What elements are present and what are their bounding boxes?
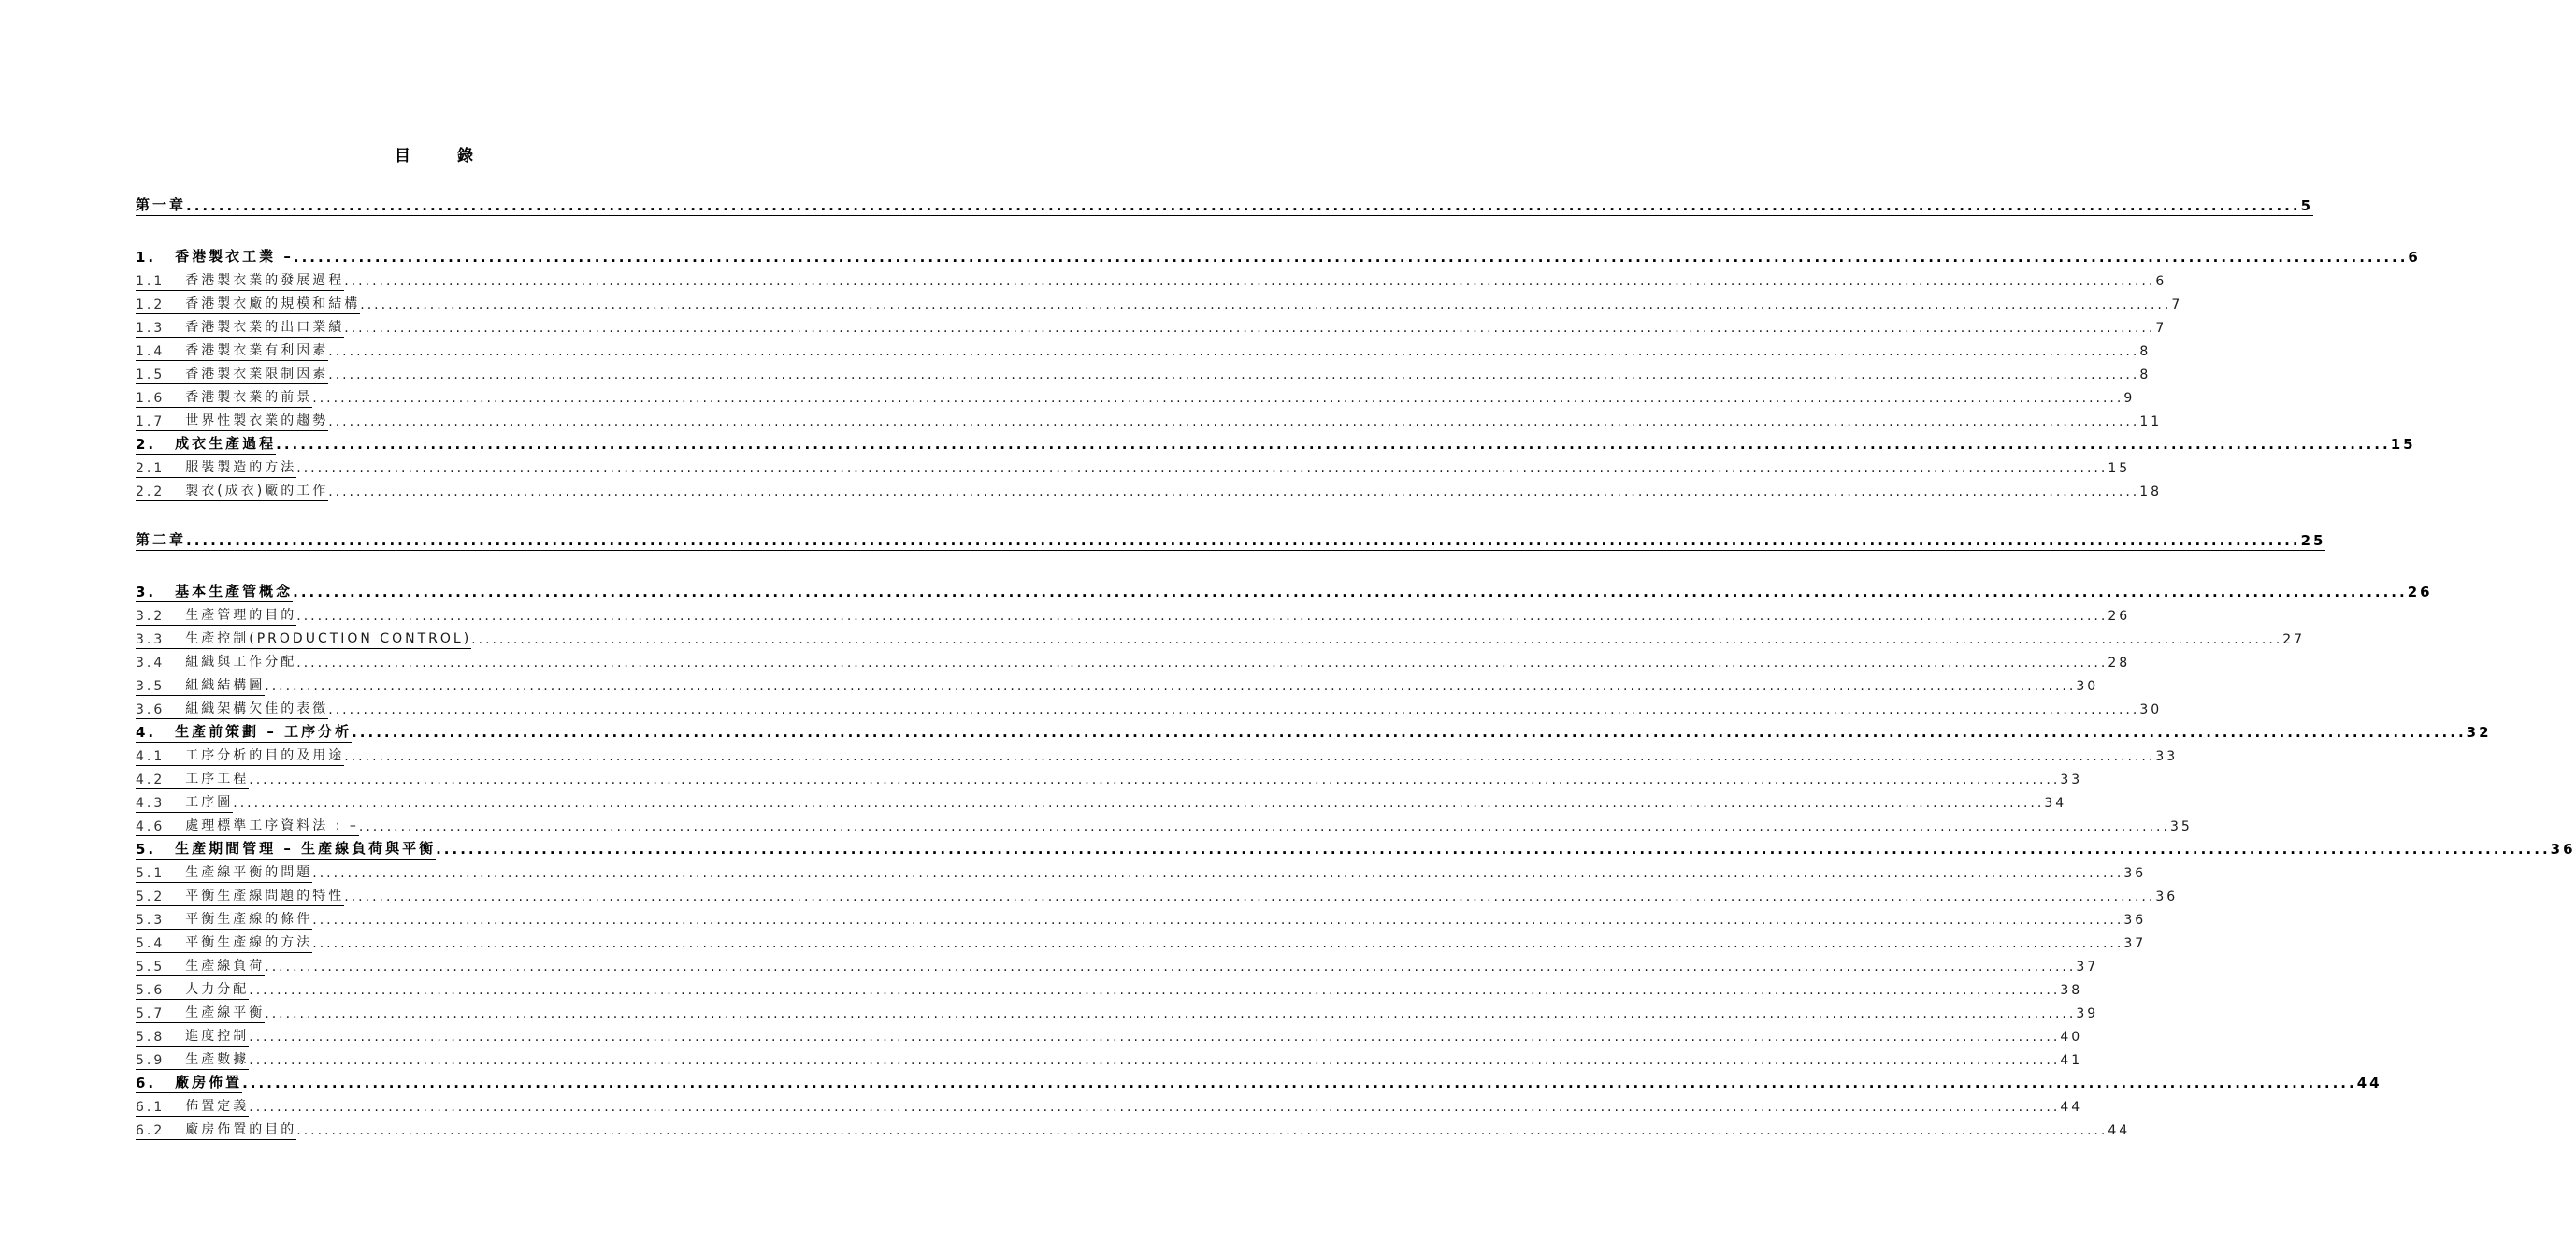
toc-entry-link[interactable] xyxy=(136,792,233,813)
toc-section-entry[interactable] xyxy=(136,1071,2382,1093)
toc-entry-title: 香港製衣廠的規模和結構 xyxy=(185,296,361,311)
toc-entry-link[interactable] xyxy=(136,979,249,1000)
toc-page-number: 41 xyxy=(2060,1053,2083,1068)
dot-leader: .................................................................................................................................................................................................................................................................... xyxy=(249,983,2061,998)
toc-subsection-entry[interactable] xyxy=(136,931,2147,953)
toc-entry-link[interactable] xyxy=(136,721,352,743)
toc-entry-number: 5.2 xyxy=(136,889,165,904)
toc-entry-title: 平衡生產線的條件 xyxy=(185,912,313,927)
toc-entry-link[interactable] xyxy=(136,195,186,216)
toc-entry-number: 5.5 xyxy=(136,960,165,975)
dot-leader: .................................................................................................................................................................................................................................................................... xyxy=(328,702,2140,717)
dot-leader: .................................................................................................................................................................................................................................................................... xyxy=(293,584,2408,600)
toc-entry-title: 香港製衣業的前景 xyxy=(185,390,313,405)
toc-page-number: 34 xyxy=(2044,796,2067,811)
toc-entry-link[interactable] xyxy=(136,932,312,953)
dot-leader: .................................................................................................................................................................................................................................................................... xyxy=(296,656,2108,671)
toc-entry-link[interactable] xyxy=(136,529,186,551)
dot-leader: .................................................................................................................................................................................................................................................................... xyxy=(328,484,2140,499)
toc-entry-title: 世界性製衣業的趨勢 xyxy=(185,413,329,428)
toc-subsection-entry[interactable] xyxy=(136,292,2183,314)
toc-entry-number: 2.2 xyxy=(136,484,165,499)
toc-entry-number: 1. xyxy=(136,249,157,266)
toc-subsection-entry[interactable] xyxy=(136,268,2167,291)
toc-entry-link[interactable] xyxy=(136,246,294,267)
toc-entry-title: 生產前策劃 – 工序分析 xyxy=(175,723,353,740)
dot-leader: .................................................................................................................................................................................................................................................................... xyxy=(344,749,2156,764)
toc-page-number: 37 xyxy=(2123,936,2147,951)
toc-entry-title: 成衣生產過程 xyxy=(175,435,277,452)
toc-entry-title: 香港製衣業的發展過程 xyxy=(185,273,345,288)
toc-subsection-entry[interactable] xyxy=(136,627,2306,649)
dot-leader: .................................................................................................................................................................................................................................................................... xyxy=(344,321,2156,336)
toc-entry-number: 5.6 xyxy=(136,983,165,998)
toc-entry-number: 3.6 xyxy=(136,702,165,717)
dot-leader: .................................................................................................................................................................................................................................................................... xyxy=(344,274,2156,289)
toc-page-number: 39 xyxy=(2076,1006,2099,1021)
toc-page-number: 36 xyxy=(2155,889,2179,904)
dot-leader: .................................................................................................................................................................................................................................................................... xyxy=(436,841,2551,858)
dot-leader: .................................................................................................................................................................................................................................................................... xyxy=(186,532,2301,549)
toc-entry-title: 香港製衣業限制因素 xyxy=(185,367,329,382)
toc-chapter-entry[interactable] xyxy=(136,194,2313,216)
toc-entry-number: 1.6 xyxy=(136,391,165,406)
toc-entry-title: 進度控制 xyxy=(185,1029,250,1044)
toc-entry-link[interactable] xyxy=(136,838,436,860)
toc-page-number: 28 xyxy=(2108,656,2131,671)
toc-entry-number: 5.3 xyxy=(136,913,165,928)
toc-entry-title: 香港製衣業的出口業績 xyxy=(185,320,345,335)
dot-leader: .................................................................................................................................................................................................................................................................... xyxy=(186,197,2301,214)
toc-entry-link[interactable] xyxy=(136,862,312,883)
toc-entry-title: 組織與工作分配 xyxy=(185,655,297,670)
toc-entry-link[interactable] xyxy=(136,652,296,672)
toc-entry-number: 3.3 xyxy=(136,632,165,647)
toc-entry-title: 工序分析的目的及用途 xyxy=(185,748,345,763)
toc-entry-link[interactable] xyxy=(136,411,328,431)
toc-entry-number: 3.2 xyxy=(136,609,165,624)
toc-entry-number: 4.2 xyxy=(136,773,165,787)
dot-leader: .................................................................................................................................................................................................................................................................... xyxy=(328,414,2140,429)
toc-entry-link[interactable] xyxy=(136,816,359,836)
dot-leader: .................................................................................................................................................................................................................................................................... xyxy=(293,249,2409,266)
toc-entry-number: 1.3 xyxy=(136,321,165,336)
toc-subsection-entry[interactable] xyxy=(136,479,2163,501)
dot-leader: .................................................................................................................................................................................................................................................................... xyxy=(471,632,2283,647)
toc-entry-link[interactable] xyxy=(136,886,344,906)
toc-subsection-entry[interactable] xyxy=(136,1001,2099,1023)
toc-entry-number: 6.1 xyxy=(136,1100,165,1115)
toc-entry-number: 2. xyxy=(136,436,157,453)
toc-entry-title: 人力分配 xyxy=(185,982,250,997)
dot-leader: .................................................................................................................................................................................................................................................................... xyxy=(296,1123,2108,1138)
toc-subsection-entry[interactable] xyxy=(136,744,2179,766)
toc-entry-link[interactable] xyxy=(136,1049,249,1070)
toc-subsection-entry[interactable] xyxy=(136,673,2099,696)
toc-subsection-entry[interactable] xyxy=(136,409,2163,431)
dot-leader: .................................................................................................................................................................................................................................................................... xyxy=(352,724,2467,741)
toc-entry-number: 6.2 xyxy=(136,1123,165,1138)
dot-leader: .................................................................................................................................................................................................................................................................... xyxy=(242,1075,2357,1091)
toc-entry-link[interactable] xyxy=(136,1120,296,1140)
dot-leader: .................................................................................................................................................................................................................................................................... xyxy=(312,936,2124,951)
dot-leader: .................................................................................................................................................................................................................................................................... xyxy=(276,436,2391,453)
toc-subsection-entry[interactable] xyxy=(136,790,2067,813)
toc-page-number: 35 xyxy=(2169,819,2193,834)
toc-entry-title: 處理標準工序資料法 : – xyxy=(185,818,359,833)
toc-entry-title: 生產數據 xyxy=(185,1052,250,1067)
toc-subsection-entry[interactable] xyxy=(136,860,2147,883)
toc-page-number: 7 xyxy=(2155,321,2167,336)
toc-subsection-entry[interactable] xyxy=(136,315,2167,338)
toc-entry-link[interactable] xyxy=(136,294,360,314)
dot-leader: .................................................................................................................................................................................................................................................................... xyxy=(344,889,2156,904)
toc-subsection-entry[interactable] xyxy=(136,977,2083,1000)
toc-page-number: 18 xyxy=(2139,484,2163,499)
toc-chapter-entry[interactable] xyxy=(136,528,2326,551)
toc-page-number: 8 xyxy=(2139,344,2151,359)
toc-subsection-entry[interactable] xyxy=(136,650,2131,672)
toc-entry-link[interactable] xyxy=(136,1072,242,1093)
toc-entry-link[interactable] xyxy=(136,745,344,766)
toc-page-number: 15 xyxy=(2390,436,2416,453)
toc-page-number: 33 xyxy=(2155,749,2179,764)
toc-subsection-entry[interactable] xyxy=(136,455,2131,478)
toc-entry-title: 平衡生產線問題的特性 xyxy=(185,889,345,903)
toc-page-number: 6 xyxy=(2408,249,2421,266)
toc-page-number: 32 xyxy=(2466,724,2492,741)
toc-entry-link[interactable] xyxy=(136,270,344,291)
toc-entry-title: 生產管理的目的 xyxy=(185,608,297,623)
toc-entry-number: 6. xyxy=(136,1075,157,1091)
toc-entry-link[interactable] xyxy=(136,317,344,338)
dot-leader: .................................................................................................................................................................................................................................................................... xyxy=(328,368,2140,383)
toc-subsection-entry[interactable] xyxy=(136,697,2163,719)
toc-entry-link[interactable] xyxy=(136,1096,249,1117)
dot-leader: .................................................................................................................................................................................................................................................................... xyxy=(296,609,2108,624)
toc-entry-number: 5.7 xyxy=(136,1006,165,1021)
toc-entry-title: 佈置定義 xyxy=(185,1099,250,1114)
toc-subsection-entry[interactable] xyxy=(136,1048,2083,1070)
dot-leader: .................................................................................................................................................................................................................................................................... xyxy=(265,679,2077,694)
toc-entry-link[interactable] xyxy=(136,1003,265,1023)
toc-entry-link[interactable] xyxy=(136,699,328,719)
toc-entry-title: 生產線負荷 xyxy=(185,959,266,974)
toc-subsection-entry[interactable] xyxy=(136,767,2083,789)
toc-page-number: 44 xyxy=(2060,1100,2083,1115)
dot-leader: .................................................................................................................................................................................................................................................................... xyxy=(265,960,2077,975)
dot-leader: .................................................................................................................................................................................................................................................................... xyxy=(358,819,2170,834)
toc-section-entry[interactable] xyxy=(136,580,2433,602)
toc-entry-title: 生產線平衡 xyxy=(185,1005,266,1020)
toc-entry-title: 第一章 xyxy=(136,196,187,213)
toc-entry-number: 3.4 xyxy=(136,656,165,671)
toc-page-number: 9 xyxy=(2123,391,2136,406)
dot-leader: .................................................................................................................................................................................................................................................................... xyxy=(249,1053,2061,1068)
toc-entry-title: 工序圖 xyxy=(185,795,234,810)
toc-entry-number: 5. xyxy=(136,841,157,858)
toc-entry-link[interactable] xyxy=(136,364,328,384)
toc-page-number: 44 xyxy=(2108,1123,2131,1138)
toc-page-number: 36 xyxy=(2550,841,2576,858)
toc-subsection-entry[interactable] xyxy=(136,385,2136,408)
toc-subsection-entry[interactable] xyxy=(136,362,2151,384)
toc-entry-number: 1.7 xyxy=(136,414,165,429)
toc-page-number: 26 xyxy=(2407,584,2433,600)
toc-entry-title: 第二章 xyxy=(136,531,187,548)
dot-leader: .................................................................................................................................................................................................................................................................... xyxy=(360,297,2172,312)
toc-entry-title: 基本生產管概念 xyxy=(175,583,294,600)
toc-entry-link[interactable] xyxy=(136,581,293,602)
toc-page-number: 30 xyxy=(2076,679,2099,694)
toc-page-number: 38 xyxy=(2060,983,2083,998)
toc-page-number: 26 xyxy=(2108,609,2131,624)
toc-subsection-entry[interactable] xyxy=(136,1024,2083,1047)
toc-section-entry[interactable] xyxy=(136,837,2576,860)
dot-leader: .................................................................................................................................................................................................................................................................... xyxy=(233,796,2045,811)
toc-entry-number: 1.1 xyxy=(136,274,165,289)
toc-subsection-entry[interactable] xyxy=(136,1118,2131,1140)
toc-entry-number: 5.9 xyxy=(136,1053,165,1068)
toc-entry-title: 製衣(成衣)廠的工作 xyxy=(185,484,329,498)
toc-entry-title: 平衡生產線的方法 xyxy=(185,935,313,950)
toc-entry-number: 5.4 xyxy=(136,936,165,951)
toc-entry-title: 工序工程 xyxy=(185,772,250,787)
toc-page-number: 5 xyxy=(2300,197,2313,214)
toc-entry-link[interactable] xyxy=(136,675,265,696)
dot-leader: .................................................................................................................................................................................................................................................................... xyxy=(265,1006,2077,1021)
toc-entry-number: 4.6 xyxy=(136,819,165,834)
toc-entry-title: 廠房佈置的目的 xyxy=(185,1122,297,1137)
dot-leader: .................................................................................................................................................................................................................................................................... xyxy=(249,1100,2061,1115)
toc-entry-number: 4. xyxy=(136,724,157,741)
toc-entry-title: 香港製衣工業 – xyxy=(175,248,294,265)
toc-entry-number: 3. xyxy=(136,584,157,600)
toc-subsection-entry[interactable] xyxy=(136,884,2179,906)
toc-subsection-entry[interactable] xyxy=(136,339,2151,361)
toc-entry-title: 香港製衣業有利因素 xyxy=(185,343,329,358)
toc-page-number: 25 xyxy=(2300,532,2326,549)
toc-entry-title: 廠房佈置 xyxy=(175,1074,243,1091)
toc-page-number: 8 xyxy=(2139,368,2151,383)
dot-leader: .................................................................................................................................................................................................................................................................... xyxy=(296,461,2108,476)
dot-leader: .................................................................................................................................................................................................................................................................... xyxy=(249,773,2061,787)
toc-entry-link[interactable] xyxy=(136,433,276,455)
toc-entry-link[interactable] xyxy=(136,457,296,478)
toc-page-number: 7 xyxy=(2171,297,2183,312)
toc-page-number: 33 xyxy=(2060,773,2083,787)
toc-entry-link[interactable] xyxy=(136,605,296,626)
dot-leader: .................................................................................................................................................................................................................................................................... xyxy=(312,391,2124,406)
toc-page-number: 36 xyxy=(2123,866,2147,881)
toc-entry-title: 組織架構欠佳的表徵 xyxy=(185,701,329,716)
toc-entry-number: 5.1 xyxy=(136,866,165,881)
toc-subsection-entry[interactable] xyxy=(136,954,2099,976)
toc-entry-link[interactable] xyxy=(136,628,471,649)
toc-subsection-entry[interactable] xyxy=(136,814,2193,836)
toc-page-number: 27 xyxy=(2282,632,2306,647)
toc-entry-link[interactable] xyxy=(136,340,328,361)
toc-section-entry[interactable] xyxy=(136,720,2492,743)
toc-entry-title: 生產控制(PRODUCTION CONTROL) xyxy=(185,631,472,646)
toc-entry-title: 生產線平衡的問題 xyxy=(185,865,313,880)
toc-entry-number: 1.2 xyxy=(136,297,165,312)
toc-page-number: 44 xyxy=(2356,1075,2382,1091)
toc-subsection-entry[interactable] xyxy=(136,1094,2083,1117)
toc-page-number: 30 xyxy=(2139,702,2163,717)
toc-entry-link[interactable] xyxy=(136,956,265,976)
toc-entry-title: 生產期間管理 – 生產線負荷與平衡 xyxy=(175,840,437,857)
toc-page-number: 36 xyxy=(2123,913,2147,928)
dot-leader: .................................................................................................................................................................................................................................................................... xyxy=(312,866,2124,881)
toc-page-number: 11 xyxy=(2139,414,2163,429)
toc-entry-title: 組織結構圖 xyxy=(185,678,266,693)
toc-section-entry[interactable] xyxy=(136,432,2416,455)
toc-entry-number: 5.8 xyxy=(136,1030,165,1045)
toc-entry-number: 3.5 xyxy=(136,679,165,694)
toc-subsection-entry[interactable] xyxy=(136,603,2131,626)
toc-page-number: 37 xyxy=(2076,960,2099,975)
toc-section-entry[interactable] xyxy=(136,245,2421,267)
toc-entry-number: 4.3 xyxy=(136,796,165,811)
toc-entry-number: 1.4 xyxy=(136,344,165,359)
toc-entry-number: 4.1 xyxy=(136,749,165,764)
toc-entry-link[interactable] xyxy=(136,481,328,501)
dot-leader: .................................................................................................................................................................................................................................................................... xyxy=(312,913,2124,928)
dot-leader: .................................................................................................................................................................................................................................................................... xyxy=(328,344,2140,359)
toc-page-number: 40 xyxy=(2060,1030,2083,1045)
toc-page-number: 6 xyxy=(2155,274,2167,289)
toc-page-number: 15 xyxy=(2108,461,2131,476)
toc-entry-link[interactable] xyxy=(136,909,312,930)
toc-entry-title: 服裝製造的方法 xyxy=(185,460,297,475)
page-title: 目 錄 xyxy=(395,147,494,166)
toc-entry-number: 1.5 xyxy=(136,368,165,383)
toc-entry-link[interactable] xyxy=(136,769,249,789)
toc-subsection-entry[interactable] xyxy=(136,907,2147,930)
dot-leader: .................................................................................................................................................................................................................................................................... xyxy=(249,1030,2061,1045)
toc-entry-link[interactable] xyxy=(136,1026,249,1047)
toc-entry-link[interactable] xyxy=(136,387,312,408)
toc-entry-number: 2.1 xyxy=(136,461,165,476)
